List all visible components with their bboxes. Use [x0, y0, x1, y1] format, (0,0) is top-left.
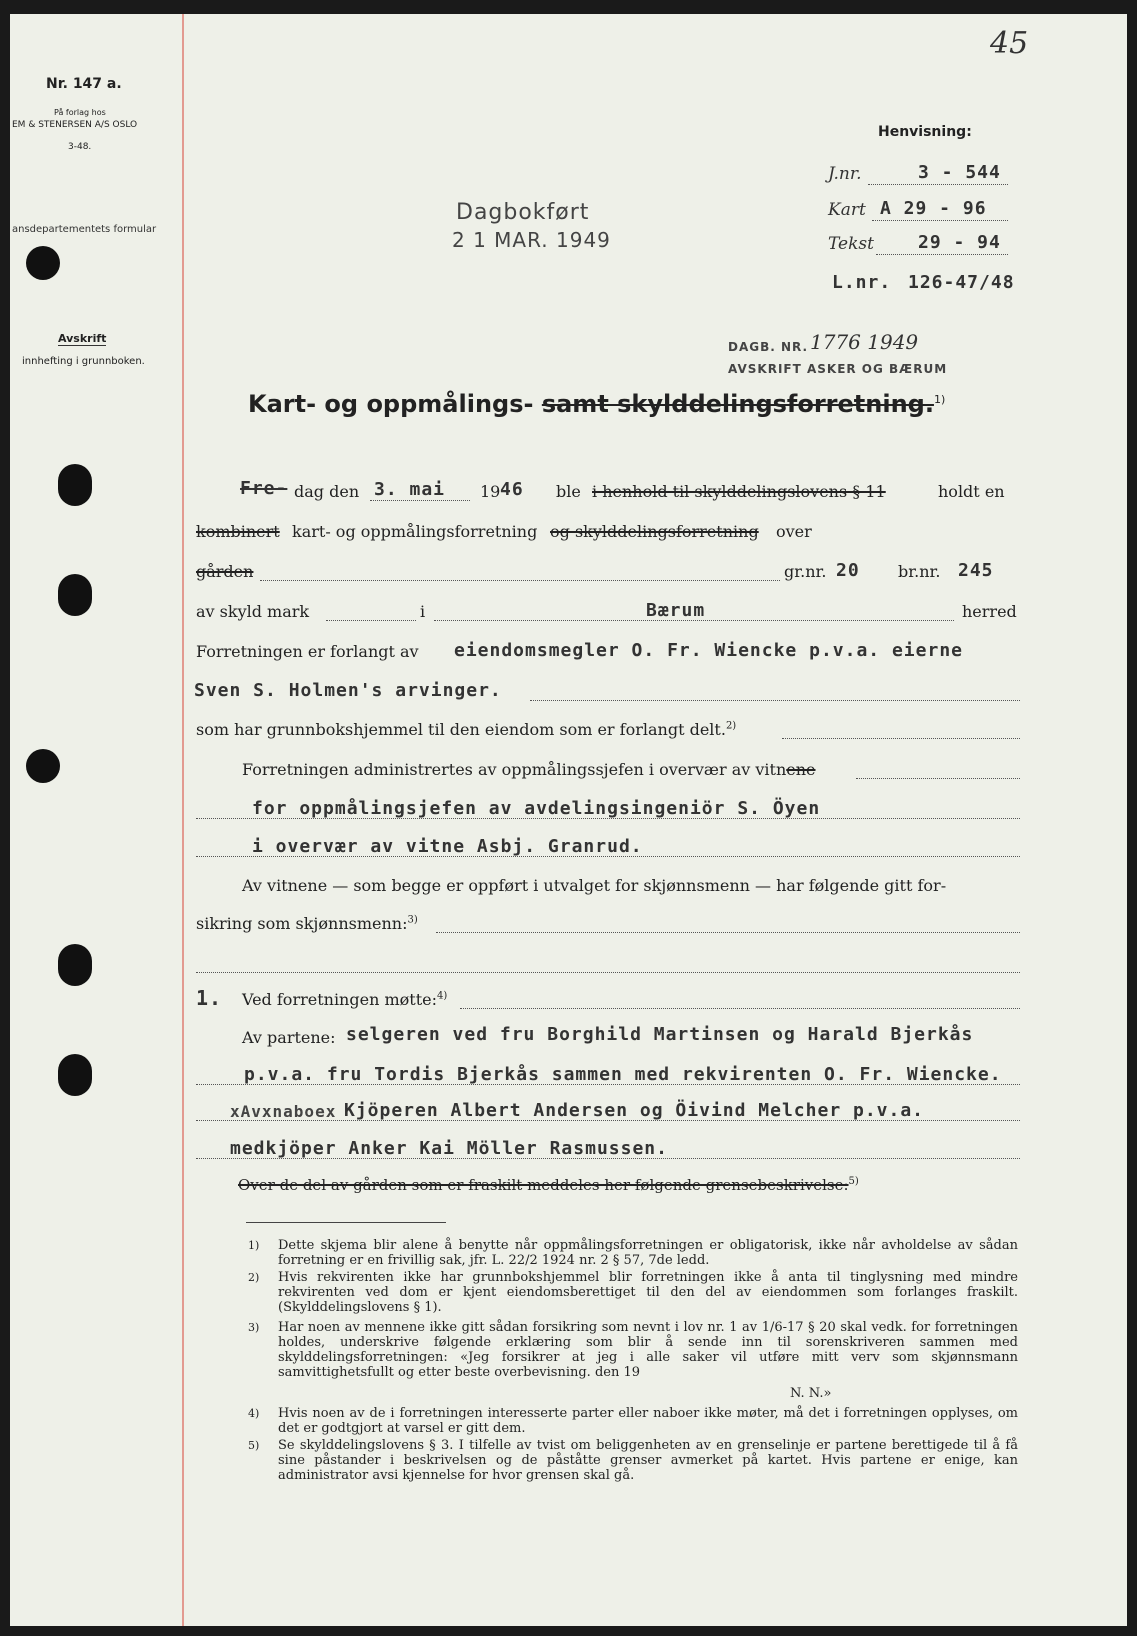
tekst-value: 29 - 94 [918, 232, 1001, 253]
footnote-4 [10, 1406, 1127, 1438]
footnote-1-num: 1) [248, 1239, 260, 1252]
line4-herred: herred [962, 602, 1017, 621]
line7-text: som har grunnbokshjemmel til den eiendom som er forlangt delt. [196, 720, 726, 739]
lnr-label: L.nr. [832, 272, 892, 293]
footnote-5 [10, 1438, 1127, 1486]
line1-dag-den: dag den [294, 482, 360, 501]
line1-ble: ble [556, 482, 581, 501]
weekday-prefix-struck: Fre- [240, 478, 288, 499]
line2-kombinert-struck: kombinert [196, 522, 280, 541]
kart-label: Kart [828, 200, 866, 220]
binder-hole [58, 944, 92, 986]
footnote-3 [10, 1320, 1127, 1384]
line12-text: sikring som skjønnsmenn: [196, 914, 408, 933]
line2-skylddeling-struck: og skylddelingsforretning [550, 522, 759, 541]
line2-kart-og: kart- og oppmålingsforretning [292, 522, 538, 541]
publisher-line1: På forlag hos [54, 108, 106, 117]
footnote-3-num: 3) [248, 1321, 260, 1334]
formular-label: ansdepartementets formular [12, 224, 157, 235]
line9-surveyor: for oppmålingsjefen av avdelingsingeniör S. Öyen [252, 798, 821, 819]
binder-hole [26, 749, 60, 783]
line7-grunnbok [196, 720, 736, 739]
line4-i: i [420, 602, 426, 621]
tekst-label: Tekst [828, 234, 874, 254]
jnr-label: J.nr. [828, 164, 862, 184]
line3-grnr-label: gr.nr. [784, 562, 827, 581]
line1-holdt-en: holdt en [938, 482, 1005, 501]
line1-year-suffix: 46 [500, 479, 524, 500]
line18-struck: Over de del av gården som er fraskilt meddeles her følgende grensebeskrivelse: [238, 1176, 849, 1194]
line13-mark: 4) [436, 990, 448, 1002]
line2-over: over [776, 522, 812, 541]
line18-grensebeskrivelse [238, 1176, 859, 1194]
henvisning-title: Henvisning: [878, 124, 972, 140]
footnote-4-text: Hvis noen av de i forretningen interesserte parter eller naboer ikke møter, må det i forretningen opplyses, om det er godtgjort at varsel er gitt dem. [278, 1406, 1018, 1436]
footnote-2-num: 2) [248, 1271, 260, 1284]
binder-hole [58, 574, 92, 616]
line11-vitnene: Av vitnene — som begge er oppført i utvalget for skjønnsmenn — har følgende gitt for- [242, 876, 947, 895]
line8-struck: ene [786, 760, 816, 779]
footnote-2-text: Hvis rekvirenten ikke har grunnbokshjemmel blir forretningen ikke å anta til tinglysning med mindre rekvirenten ved dom er kjent eiendomsberettiget til den del av eiendommen som forlanges fraskilt. (Skylddelingslovens § 1). [278, 1270, 1018, 1315]
line4-skyld: av skyld mark [196, 602, 310, 621]
line15-party: p.v.a. fru Tordis Bjerkås sammen med rekvirenten O. Fr. Wiencke. [244, 1064, 1002, 1085]
line14-partene: Av partene: [242, 1028, 336, 1047]
line1-struck: i henhold til skylddelingslovens § 11 [592, 482, 886, 501]
line12-sikring [196, 914, 418, 933]
footnote-1-text: Dette skjema blir alene å benytte når oppmålingsforretningen er obligatorisk, ikke når avholdelse av sådan forretning er en frivillig sak, jfr. L. 22/2 1924 nr. 2 § 57, 7de ledd. [278, 1238, 1018, 1268]
line16-buyer: Kjöperen Albert Andersen og Öivind Melcher p.v.a. [344, 1100, 925, 1121]
footnote-2 [10, 1270, 1127, 1318]
footnote-3-text: Har noen av mennene ikke gitt sådan forsikring som nevnt i lov nr. 1 av 1/6-17 § 20 skal vedk. for forretningen holdes, underskrive følgende erklæring som blir å sende inn til sorenskriveren sammen med skylddelingsforretningen: «Jeg forsikrer at jeg i alle saker vil utføre mitt verv som skjønnsmann samvittighetsfullt og etter beste overbevisning. den 19 [278, 1320, 1018, 1380]
line13-text: Ved forretningen møtte: [242, 990, 437, 1009]
line3-garden-struck: gården [196, 562, 254, 581]
heading-part1: Kart- og oppmålings- [248, 390, 534, 418]
avskrift-label: Avskrift [58, 332, 107, 345]
dagbokfort-stamp-title: Dagbokført [456, 200, 590, 225]
document-page [10, 14, 1127, 1626]
line5-forlangt: Forretningen er forlangt av [196, 642, 419, 661]
binder-hole [58, 464, 92, 506]
line16-struck: xAvxnaboex [230, 1102, 337, 1121]
kart-value: A 29 - 96 [880, 198, 987, 219]
binder-hole [26, 246, 60, 280]
line3-brnr-value: 245 [958, 560, 994, 581]
line4-place: Bærum [646, 600, 706, 621]
dagb-nr-value: 1776 1949 [810, 330, 919, 354]
jnr-value: 3 - 544 [918, 162, 1001, 183]
footnote-5-text: Se skylddelingslovens § 3. I tilfelle av tvist om beliggenheten av en grenselinje er partene berettigede til å få sine påstander i beskrivelsen og de påståtte grenser avmerket på kartet. Hvis partene er enige, kan administrator avsi kjennelse for hvor grensen skal gå. [278, 1438, 1018, 1483]
publisher-line2: EM & STENERSEN A/S OSLO [12, 120, 138, 130]
line18-mark: 5) [848, 1176, 859, 1187]
line1-year-prefix: 19 [480, 482, 501, 501]
heading-part2-struck: samt skylddelingsforretning. [541, 390, 934, 418]
line3-grnr-value: 20 [836, 560, 860, 581]
form-number: Nr. 147 a. [46, 76, 122, 92]
innhefting-label: innhefting i grunnboken. [22, 356, 145, 367]
dagbokfort-stamp-date: 2 1 MAR. 1949 [452, 228, 611, 252]
line10-witness: i overvær av vitne Asbj. Granrud. [252, 836, 643, 857]
footnote-separator [246, 1222, 446, 1223]
page-number: 45 [990, 26, 1029, 61]
heading-footnote-mark: 1) [933, 393, 946, 406]
dagb-nr-label: DAGB. NR. [728, 340, 809, 354]
footnote-4-num: 4) [248, 1407, 260, 1420]
line5-requester: eiendomsmegler O. Fr. Wiencke p.v.a. eierne [454, 640, 963, 661]
edition: 3-48. [68, 142, 92, 152]
line12-mark: 3) [407, 914, 418, 926]
line7-mark: 2) [725, 720, 737, 732]
margin-line [182, 14, 184, 1626]
line1-day: 3. mai [374, 479, 446, 500]
line14-seller: selgeren ved fru Borghild Martinsen og Harald Bjerkås [346, 1024, 974, 1045]
line17-cobuyer: medkjöper Anker Kai Möller Rasmussen. [230, 1138, 668, 1159]
line3-brnr-label: br.nr. [898, 562, 941, 581]
line8-administrert [242, 760, 816, 779]
avskrift-stamp: AVSKRIFT ASKER OG BÆRUM [728, 362, 948, 376]
footnote-signature [10, 1386, 1127, 1402]
line6-heirs: Sven S. Holmen's arvinger. [194, 680, 502, 701]
line13-number: 1. [196, 986, 223, 1010]
line8-text: Forretningen administrertes av oppmålingssjefen i overvær av vitn [242, 760, 787, 779]
form-heading [248, 390, 945, 418]
footnote-signature-text: N. N.» [790, 1386, 832, 1401]
lnr-value: 126-47/48 [908, 272, 1015, 293]
binder-hole [58, 1054, 92, 1096]
line13-motte [242, 990, 447, 1009]
footnote-1 [10, 1238, 1127, 1270]
footnote-5-num: 5) [248, 1439, 260, 1452]
